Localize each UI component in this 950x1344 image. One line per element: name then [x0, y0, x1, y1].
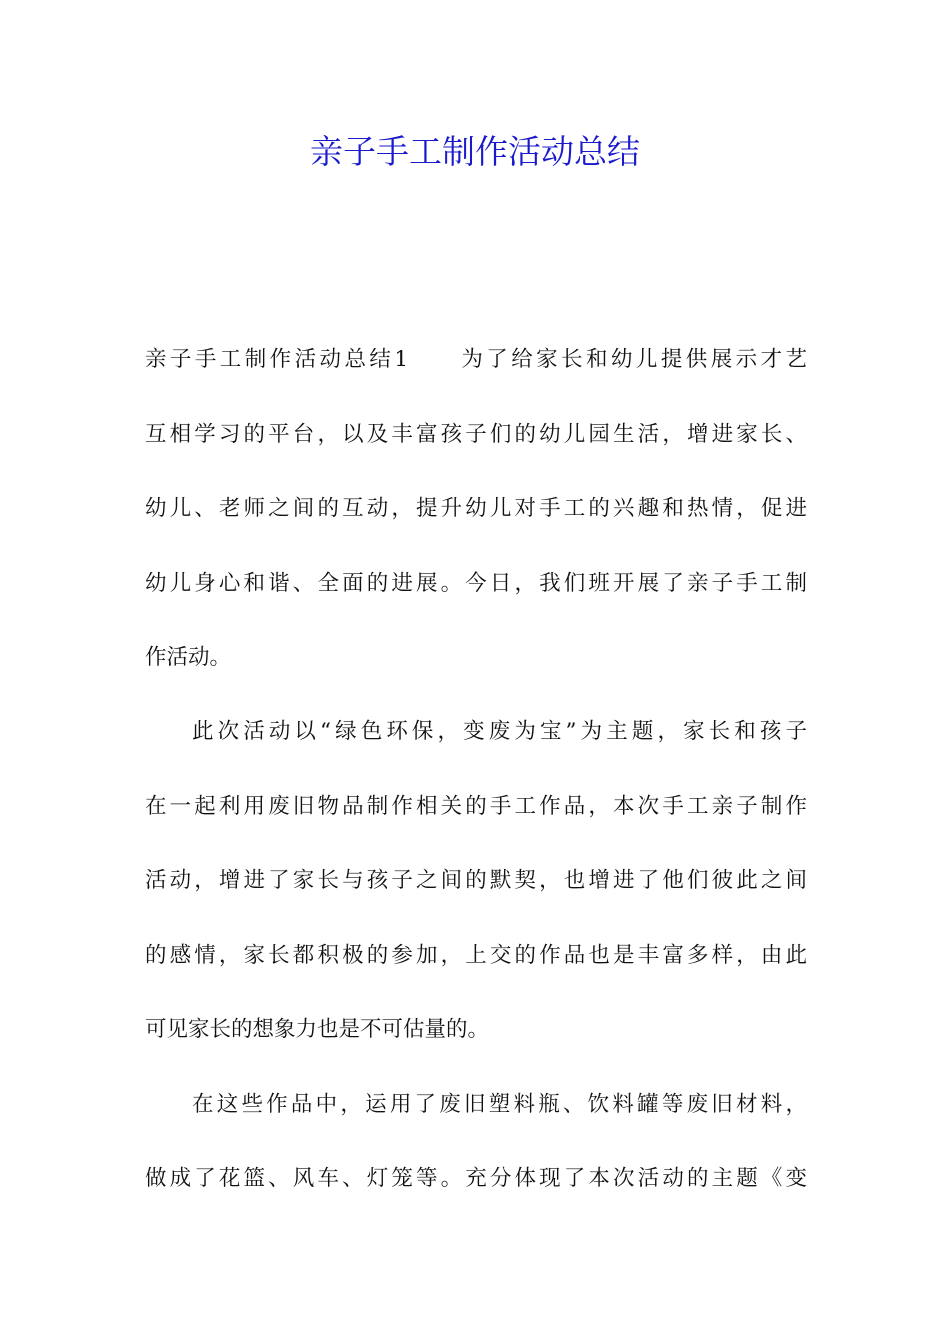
body-line: 此次活动以“绿色环保，变废为宝”为主题，家长和孩子	[192, 719, 807, 744]
body-line: 的感情，家长都积极的参加，上交的作品也是丰富多样，由此	[145, 943, 807, 968]
body-line: 在一起利用废旧物品制作相关的手工作品，本次手工亲子制作	[145, 794, 807, 819]
body-line: 活动，增进了家长与孩子之间的默契，也增进了他们彼此之间	[145, 868, 807, 893]
body-line: 做成了花篮、风车、灯笼等。充分体现了本次活动的主题《变	[145, 1166, 807, 1191]
body-line: 幼儿、老师之间的互动，提升幼儿对手工的兴趣和热情，促进	[145, 496, 807, 521]
body-line: 在这些作品中，运用了废旧塑料瓶、饮料罐等废旧材料，	[192, 1092, 807, 1117]
body-line: 作活动。	[145, 645, 232, 670]
body-line: 可见家长的想象力也是不可估量的。	[145, 1017, 490, 1042]
body-line: 亲子手工制作活动总结1 为了给家长和幼儿提供展示才艺	[145, 347, 807, 372]
body-line: 幼儿身心和谐、全面的进展。今日，我们班开展了亲子手工制	[145, 571, 807, 596]
body-line: 互相学习的平台，以及丰富孩子们的幼儿园生活，增进家长、	[145, 422, 807, 447]
document-title: 亲子手工制作活动总结	[310, 132, 640, 171]
